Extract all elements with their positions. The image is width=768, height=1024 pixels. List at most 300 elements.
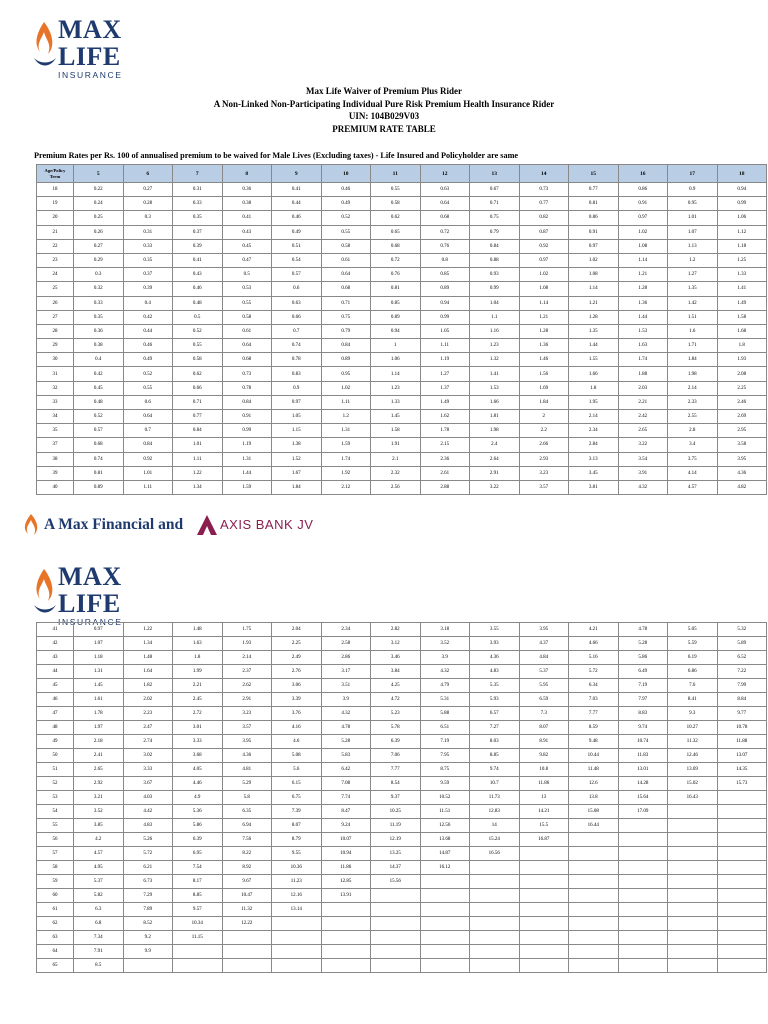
rate-cell: 1.01 xyxy=(173,438,223,452)
rate-cell: 1.75 xyxy=(222,623,272,637)
age-cell: 34 xyxy=(37,410,74,424)
table-row xyxy=(37,735,767,749)
rate-cell: 0.32 xyxy=(74,282,124,296)
rate-cell: 1.35 xyxy=(569,324,619,338)
rate-cell: 0.37 xyxy=(123,268,173,282)
rate-cell xyxy=(569,959,619,973)
term-header-9: 9 xyxy=(272,165,322,183)
rate-cell: 6.34 xyxy=(569,679,619,693)
rate-cell: 0.37 xyxy=(173,225,223,239)
rate-cell xyxy=(222,959,272,973)
rate-cell: 1.92 xyxy=(321,466,371,480)
rate-cell: 1.36 xyxy=(618,296,668,310)
rate-cell: 2.1 xyxy=(371,452,421,466)
rate-cell: 12.46 xyxy=(668,749,718,763)
rate-cell: 5.78 xyxy=(371,721,421,735)
age-cell: 52 xyxy=(37,777,74,791)
table-row xyxy=(37,296,767,310)
table-row xyxy=(37,777,767,791)
rate-cell: 2.92 xyxy=(74,777,124,791)
rate-cell: 0.97 xyxy=(74,623,124,637)
rate-cell: 0.42 xyxy=(74,367,124,381)
rate-cell: 1.06 xyxy=(371,353,421,367)
rate-cell: 1.02 xyxy=(321,381,371,395)
rate-cell: 4.81 xyxy=(222,763,272,777)
rate-cell: 3.58 xyxy=(717,438,767,452)
rate-cell: 2.65 xyxy=(74,763,124,777)
rate-cell xyxy=(371,959,421,973)
rate-cell: 15.08 xyxy=(569,805,619,819)
rate-cell: 1.12 xyxy=(717,225,767,239)
rate-cell: 10.25 xyxy=(371,805,421,819)
term-header-14: 14 xyxy=(519,165,569,183)
rate-cell: 16.43 xyxy=(668,791,718,805)
rate-cell: 0.63 xyxy=(272,296,322,310)
rate-cell: 8.85 xyxy=(173,889,223,903)
rate-cell xyxy=(272,959,322,973)
rate-cell: 4.25 xyxy=(371,679,421,693)
rate-cell xyxy=(371,931,421,945)
rate-cell: 5.28 xyxy=(321,735,371,749)
term-header-13: 13 xyxy=(470,165,520,183)
rate-cell: 2.65 xyxy=(618,424,668,438)
rate-cell: 2.91 xyxy=(222,693,272,707)
age-cell: 35 xyxy=(37,424,74,438)
age-cell: 42 xyxy=(37,637,74,651)
rate-cell: 10.78 xyxy=(717,721,767,735)
rate-cell: 4.36 xyxy=(717,466,767,480)
rate-cell: 0.99 xyxy=(470,282,520,296)
table-row xyxy=(37,875,767,889)
table-row xyxy=(37,410,767,424)
rate-cell: 1.8 xyxy=(173,651,223,665)
rate-cell: 2.61 xyxy=(420,466,470,480)
rate-cell: 7.99 xyxy=(717,679,767,693)
rate-cell: 2.49 xyxy=(272,651,322,665)
rate-cell: 0.87 xyxy=(519,225,569,239)
rate-cell: 8.07 xyxy=(519,721,569,735)
rate-cell: 1.11 xyxy=(321,395,371,409)
rate-cell: 2.72 xyxy=(173,707,223,721)
rate-cell: 3.22 xyxy=(470,480,520,494)
rate-cell: 12.85 xyxy=(321,875,371,889)
rate-cell: 10.07 xyxy=(321,833,371,847)
rate-cell: 1.23 xyxy=(470,339,520,353)
rate-cell: 7.95 xyxy=(420,749,470,763)
rate-cell: 1.14 xyxy=(371,367,421,381)
rate-cell: 9.82 xyxy=(519,749,569,763)
rate-cell: 0.38 xyxy=(222,197,272,211)
rate-cell: 2.84 xyxy=(569,438,619,452)
max-life-logo xyxy=(30,15,130,80)
rate-cell: 0.3 xyxy=(123,211,173,225)
rate-cell: 4.32 xyxy=(321,707,371,721)
rate-cell: 0.48 xyxy=(173,296,223,310)
rate-cell: 2.21 xyxy=(173,679,223,693)
rate-cell: 0.66 xyxy=(173,381,223,395)
rate-cell: 0.97 xyxy=(272,395,322,409)
table-row xyxy=(37,847,767,861)
rate-cell: 2.23 xyxy=(123,707,173,721)
rate-cell: 0.45 xyxy=(74,381,124,395)
table-row xyxy=(37,197,767,211)
rate-cell: 1.2 xyxy=(668,253,718,267)
rate-cell: 9.2 xyxy=(123,931,173,945)
rate-cell: 4.79 xyxy=(420,679,470,693)
rate-cell xyxy=(569,861,619,875)
rate-cell: 1.31 xyxy=(321,424,371,438)
age-cell: 61 xyxy=(37,903,74,917)
rate-cell: 1.91 xyxy=(371,438,421,452)
rate-cell: 0.72 xyxy=(420,225,470,239)
rate-cell xyxy=(717,889,767,903)
rate-cell: 11.23 xyxy=(272,875,322,889)
rate-cell: 0.85 xyxy=(420,268,470,282)
age-cell: 21 xyxy=(37,225,74,239)
rate-cell: 3.85 xyxy=(74,819,124,833)
term-header-18: 18 xyxy=(717,165,767,183)
rate-cell: 1.69 xyxy=(519,381,569,395)
rate-cell xyxy=(519,903,569,917)
rate-cell: 17.09 xyxy=(618,805,668,819)
rate-cell: 3.57 xyxy=(222,721,272,735)
rate-cell: 5.36 xyxy=(173,805,223,819)
age-cell: 37 xyxy=(37,438,74,452)
rate-cell: 1 xyxy=(371,339,421,353)
rate-cell: 6.8 xyxy=(74,917,124,931)
rate-cell: 1.66 xyxy=(470,395,520,409)
rate-cell: 1.02 xyxy=(618,225,668,239)
age-cell: 44 xyxy=(37,665,74,679)
rate-cell: 0.52 xyxy=(123,367,173,381)
rate-cell: 0.99 xyxy=(420,310,470,324)
rate-cell: 8.75 xyxy=(420,763,470,777)
rate-cell xyxy=(668,847,718,861)
age-cell: 43 xyxy=(37,651,74,665)
age-cell: 32 xyxy=(37,381,74,395)
rate-cell: 1.02 xyxy=(569,253,619,267)
table-row xyxy=(37,480,767,494)
rate-cell: 1.07 xyxy=(74,637,124,651)
rate-cell: 2.2 xyxy=(519,424,569,438)
rate-cell xyxy=(569,931,619,945)
rate-cell: 1.78 xyxy=(74,707,124,721)
rate-cell: 3.12 xyxy=(371,637,421,651)
rate-cell: 0.36 xyxy=(74,324,124,338)
rate-cell: 0.58 xyxy=(371,197,421,211)
rate-cell: 1.2 xyxy=(321,410,371,424)
rate-cell: 1.48 xyxy=(173,623,223,637)
rate-cell: 0.78 xyxy=(222,381,272,395)
rate-cell: 1.58 xyxy=(717,310,767,324)
rate-cell: 0.95 xyxy=(321,367,371,381)
rate-cell: 2.37 xyxy=(222,665,272,679)
table-row xyxy=(37,693,767,707)
age-cell: 63 xyxy=(37,931,74,945)
rate-cell: 0.81 xyxy=(74,466,124,480)
rate-cell: 14.21 xyxy=(519,805,569,819)
term-header-16: 16 xyxy=(618,165,668,183)
rate-cell: 2.14 xyxy=(668,381,718,395)
rate-cell xyxy=(420,945,470,959)
rate-cell: 0.84 xyxy=(470,239,520,253)
rate-cell: 1.59 xyxy=(222,480,272,494)
rate-cell: 2.8 xyxy=(668,424,718,438)
rate-cell: 2.14 xyxy=(569,410,619,424)
rate-cell: 0.7 xyxy=(123,424,173,438)
rate-cell xyxy=(569,847,619,861)
rate-cell: 8.85 xyxy=(470,749,520,763)
rate-cell: 5.72 xyxy=(123,847,173,861)
rate-cell: 0.82 xyxy=(519,211,569,225)
rate-cell: 2.25 xyxy=(272,637,322,651)
rate-cell xyxy=(272,917,322,931)
rate-cell: 10.7 xyxy=(470,777,520,791)
age-cell: 49 xyxy=(37,735,74,749)
rate-cell: 1.42 xyxy=(668,296,718,310)
rate-cell: 0.9 xyxy=(272,381,322,395)
rate-cell xyxy=(321,931,371,945)
table-title: PREMIUM RATE TABLE xyxy=(332,123,436,134)
rate-cell: 12.56 xyxy=(420,819,470,833)
rate-cell: 11.32 xyxy=(222,903,272,917)
rate-cell: 1.71 xyxy=(668,339,718,353)
rate-cell: 7.08 xyxy=(321,777,371,791)
rate-cell: 7.56 xyxy=(222,833,272,847)
rate-cell: 4.66 xyxy=(569,637,619,651)
rate-cell: 0.71 xyxy=(321,296,371,310)
rate-cell: 3.9 xyxy=(420,651,470,665)
age-cell: 45 xyxy=(37,679,74,693)
rate-cell: 13.69 xyxy=(668,763,718,777)
age-cell: 51 xyxy=(37,763,74,777)
logo-text-insurance: INSURANCE xyxy=(58,70,123,80)
rate-cell: 1.8 xyxy=(717,339,767,353)
rate-cell: 1.68 xyxy=(717,324,767,338)
axis-bank-text: AXIS BANK JV xyxy=(220,517,314,532)
table-row xyxy=(37,225,767,239)
rate-cell: 10.94 xyxy=(321,847,371,861)
age-cell: 56 xyxy=(37,833,74,847)
rate-cell: 7.19 xyxy=(420,735,470,749)
rate-cell xyxy=(618,917,668,931)
rate-cell: 5.26 xyxy=(123,833,173,847)
rate-cell: 2.45 xyxy=(173,693,223,707)
rate-cell: 1.34 xyxy=(173,480,223,494)
rate-cell: 2.4 xyxy=(470,438,520,452)
rate-cell: 10.34 xyxy=(173,917,223,931)
rate-cell: 3.23 xyxy=(519,466,569,480)
age-cell: 31 xyxy=(37,367,74,381)
rate-cell: 1.13 xyxy=(668,239,718,253)
table-row xyxy=(37,324,767,338)
term-header-7: 7 xyxy=(173,165,223,183)
rate-cell: 16.12 xyxy=(420,861,470,875)
rate-cell: 5.83 xyxy=(321,749,371,763)
age-cell: 28 xyxy=(37,324,74,338)
rate-cell xyxy=(519,945,569,959)
rate-cell: 0.65 xyxy=(371,225,421,239)
rate-cell: 6.3 xyxy=(74,903,124,917)
rate-cell: 4.57 xyxy=(668,480,718,494)
rate-cell: 11.19 xyxy=(371,819,421,833)
rate-cell: 4.05 xyxy=(173,763,223,777)
rate-cell: 10.47 xyxy=(222,889,272,903)
rate-cell: 1.41 xyxy=(470,367,520,381)
flame-icon xyxy=(30,18,58,78)
rate-cell: 0.27 xyxy=(123,183,173,197)
rate-cell: 0.46 xyxy=(272,211,322,225)
term-header-5: 5 xyxy=(74,165,124,183)
rate-cell xyxy=(420,931,470,945)
term-header-10: 10 xyxy=(321,165,371,183)
rate-cell: 1.8 xyxy=(569,381,619,395)
rate-cell: 0.76 xyxy=(371,268,421,282)
rate-cell xyxy=(618,833,668,847)
table-row xyxy=(37,707,767,721)
rate-cell: 6.19 xyxy=(668,651,718,665)
rate-cell xyxy=(618,875,668,889)
rider-name: Max Life Waiver of Premium Plus Rider xyxy=(306,86,462,96)
rate-cell: 0.54 xyxy=(272,253,322,267)
rate-cell xyxy=(519,959,569,973)
rate-cell xyxy=(717,959,767,973)
rate-cell: 0.45 xyxy=(222,239,272,253)
rate-cell: 1.06 xyxy=(717,211,767,225)
rate-cell: 3.52 xyxy=(420,637,470,651)
table-row xyxy=(37,424,767,438)
rate-cell: 3.46 xyxy=(371,651,421,665)
rate-cell: 0.29 xyxy=(74,253,124,267)
rate-cell: 1.67 xyxy=(272,466,322,480)
rate-cell xyxy=(717,931,767,945)
age-cell: 55 xyxy=(37,819,74,833)
rate-cell xyxy=(321,959,371,973)
rate-cell: 0.26 xyxy=(74,225,124,239)
rate-cell xyxy=(519,931,569,945)
rate-cell: 0.6 xyxy=(272,282,322,296)
rate-cell: 10.74 xyxy=(618,735,668,749)
rate-cell: 4.95 xyxy=(74,861,124,875)
rate-cell: 9.59 xyxy=(420,777,470,791)
rate-cell: 6.73 xyxy=(123,875,173,889)
rate-cell: 2.36 xyxy=(420,452,470,466)
age-cell: 46 xyxy=(37,693,74,707)
rate-cell xyxy=(717,819,767,833)
rate-cell: 0.75 xyxy=(470,211,520,225)
rate-cell: 6.39 xyxy=(173,833,223,847)
flame-icon xyxy=(20,512,42,538)
rate-cell: 1.44 xyxy=(569,339,619,353)
rate-cell xyxy=(470,903,520,917)
table-row xyxy=(37,931,767,945)
rate-cell: 2.56 xyxy=(371,480,421,494)
rate-cell: 0.85 xyxy=(371,296,421,310)
rate-cell: 6.42 xyxy=(321,763,371,777)
rate-cell: 4.42 xyxy=(123,805,173,819)
rate-cell: 4.32 xyxy=(420,665,470,679)
rate-cell: 0.64 xyxy=(420,197,470,211)
rate-cell: 13.14 xyxy=(272,903,322,917)
rate-cell: 4.57 xyxy=(74,847,124,861)
term-header-12: 12 xyxy=(420,165,470,183)
rate-cell: 7.27 xyxy=(470,721,520,735)
rate-cell: 0.68 xyxy=(321,282,371,296)
rate-cell: 7.6 xyxy=(668,679,718,693)
rate-cell: 1.22 xyxy=(173,466,223,480)
rate-cell: 0.62 xyxy=(173,367,223,381)
rate-cell: 1.04 xyxy=(470,296,520,310)
rate-cell: 3.33 xyxy=(123,763,173,777)
rate-cell: 2.21 xyxy=(618,395,668,409)
rate-cell xyxy=(519,847,569,861)
age-cell: 58 xyxy=(37,861,74,875)
rate-cell: 1.28 xyxy=(569,310,619,324)
rate-cell: 0.52 xyxy=(321,211,371,225)
table-row xyxy=(37,665,767,679)
rate-cell xyxy=(222,945,272,959)
rate-cell: 5.31 xyxy=(420,693,470,707)
table-row xyxy=(37,651,767,665)
rate-cell xyxy=(717,791,767,805)
rate-cell: 6.39 xyxy=(371,735,421,749)
rate-cell: 1.19 xyxy=(222,438,272,452)
age-cell: 26 xyxy=(37,296,74,310)
rate-cell: 2.86 xyxy=(321,651,371,665)
logo-text-insurance: INSURANCE xyxy=(58,617,123,627)
rate-cell: 2.33 xyxy=(668,395,718,409)
rate-cell: 0.81 xyxy=(371,282,421,296)
rate-cell: 1.21 xyxy=(519,310,569,324)
rate-cell: 12.22 xyxy=(222,917,272,931)
rate-cell: 0.42 xyxy=(123,310,173,324)
rate-cell: 2.66 xyxy=(519,438,569,452)
rate-cell: 11.48 xyxy=(569,763,619,777)
rate-cell: 9.74 xyxy=(618,721,668,735)
rate-cell: 1.11 xyxy=(173,452,223,466)
rate-cell: 1.31 xyxy=(74,665,124,679)
rate-cell: 0.76 xyxy=(420,239,470,253)
rate-cell: 0.89 xyxy=(321,353,371,367)
rate-cell: 1.99 xyxy=(173,665,223,679)
rate-cell xyxy=(420,903,470,917)
age-cell: 27 xyxy=(37,310,74,324)
rate-cell: 0.64 xyxy=(321,268,371,282)
rate-cell: 5.37 xyxy=(519,665,569,679)
rate-cell: 1.98 xyxy=(470,424,520,438)
rate-cell: 0.79 xyxy=(470,225,520,239)
rate-cell xyxy=(569,889,619,903)
rate-cell: 0.49 xyxy=(272,225,322,239)
rate-cell: 11.86 xyxy=(519,777,569,791)
rate-cell: 6.86 xyxy=(668,665,718,679)
rate-cell: 0.35 xyxy=(123,253,173,267)
rate-cell: 14.35 xyxy=(717,763,767,777)
rate-cell: 0.73 xyxy=(519,183,569,197)
table-row xyxy=(37,903,767,917)
rate-cell: 1.33 xyxy=(371,395,421,409)
rate-cell: 0.6 xyxy=(123,395,173,409)
rate-cell: 1.21 xyxy=(569,296,619,310)
premium-rate-table-2 xyxy=(36,622,767,973)
rate-cell: 8.83 xyxy=(618,707,668,721)
rate-cell: 4.84 xyxy=(519,651,569,665)
rate-cell: 0.58 xyxy=(222,310,272,324)
rate-cell: 11.83 xyxy=(618,749,668,763)
rate-cell: 5.86 xyxy=(618,651,668,665)
table-row xyxy=(37,945,767,959)
rate-cell: 0.55 xyxy=(123,381,173,395)
